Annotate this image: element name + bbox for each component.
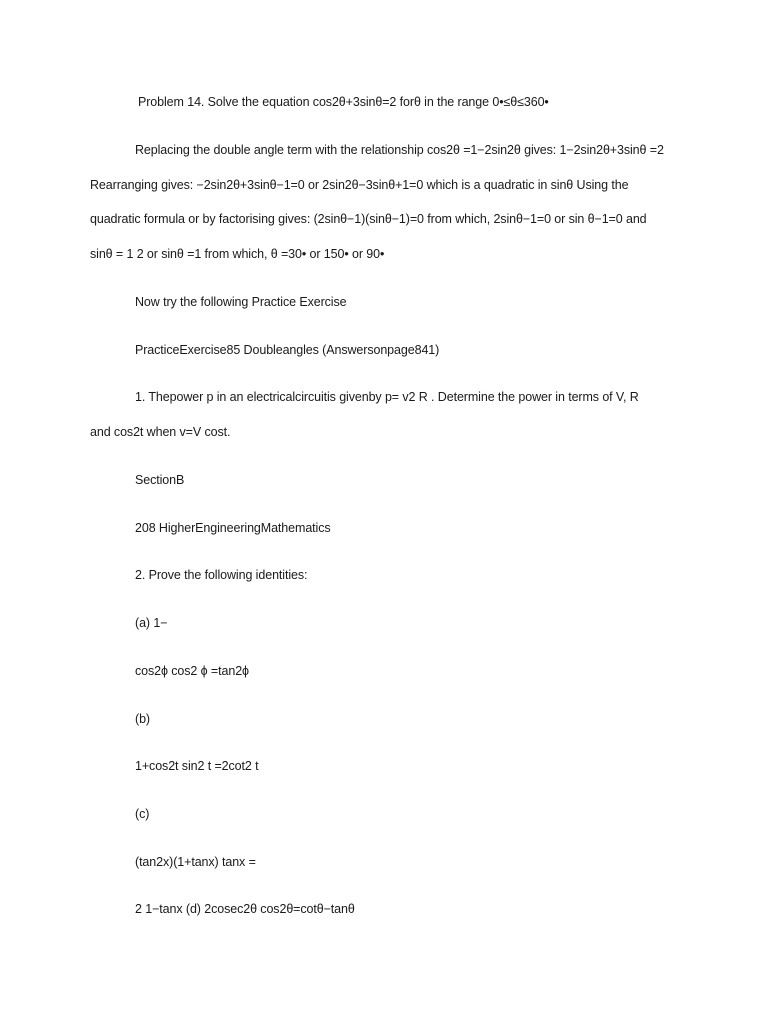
- identity-a-expression: cos2ϕ cos2 ϕ =tan2ϕ: [135, 664, 249, 678]
- practice-intro-text: Now try the following Practice Exercise: [135, 295, 347, 309]
- section-label: SectionB: [135, 473, 185, 487]
- exercise-heading: PracticeExercise85 Doubleangles (Answersonpage841): [135, 343, 440, 357]
- page-header-text: 208 HigherEngineeringMathematics: [135, 521, 331, 535]
- identity-b-expression: 1+cos2t sin2 t =2cot2 t: [135, 759, 259, 773]
- solution-paragraph-line-2: Rearranging gives: −2sin2θ+3sinθ−1=0 or 2sin2θ−3sinθ+1=0 which is a quadratic in sinθ Using the: [90, 178, 629, 192]
- problem-14-heading: Problem 14. Solve the equation cos2θ+3sinθ=2 forθ in the range 0•≤θ≤360•: [138, 95, 549, 109]
- identity-c-label: (c): [135, 807, 150, 821]
- identity-d-line: 2 1−tanx (d) 2cosec2θ cos2θ=cotθ−tanθ: [135, 902, 355, 916]
- identity-c-expression: (tan2x)(1+tanx) tanx =: [135, 855, 256, 869]
- solution-paragraph-line-1: Replacing the double angle term with the relationship cos2θ =1−2sin2θ gives: 1−2sin2θ+3sinθ =2: [135, 143, 664, 157]
- question-1-line-1: 1. Thepower p in an electricalcircuitis givenby p= v2 R . Determine the power in terms of V, R: [135, 390, 639, 404]
- identity-b-label: (b): [135, 712, 150, 726]
- solution-paragraph-line-4: sinθ = 1 2 or sinθ =1 from which, θ =30• or 150• or 90•: [90, 247, 385, 261]
- identity-a-label: (a) 1−: [135, 616, 168, 630]
- question-1-line-2: and cos2t when v=V cost.: [90, 425, 231, 439]
- solution-paragraph-line-3: quadratic formula or by factorising gives: (2sinθ−1)(sinθ−1)=0 from which, 2sinθ−1=0 or sin θ−1=0 and: [90, 212, 647, 226]
- question-2-heading: 2. Prove the following identities:: [135, 568, 308, 582]
